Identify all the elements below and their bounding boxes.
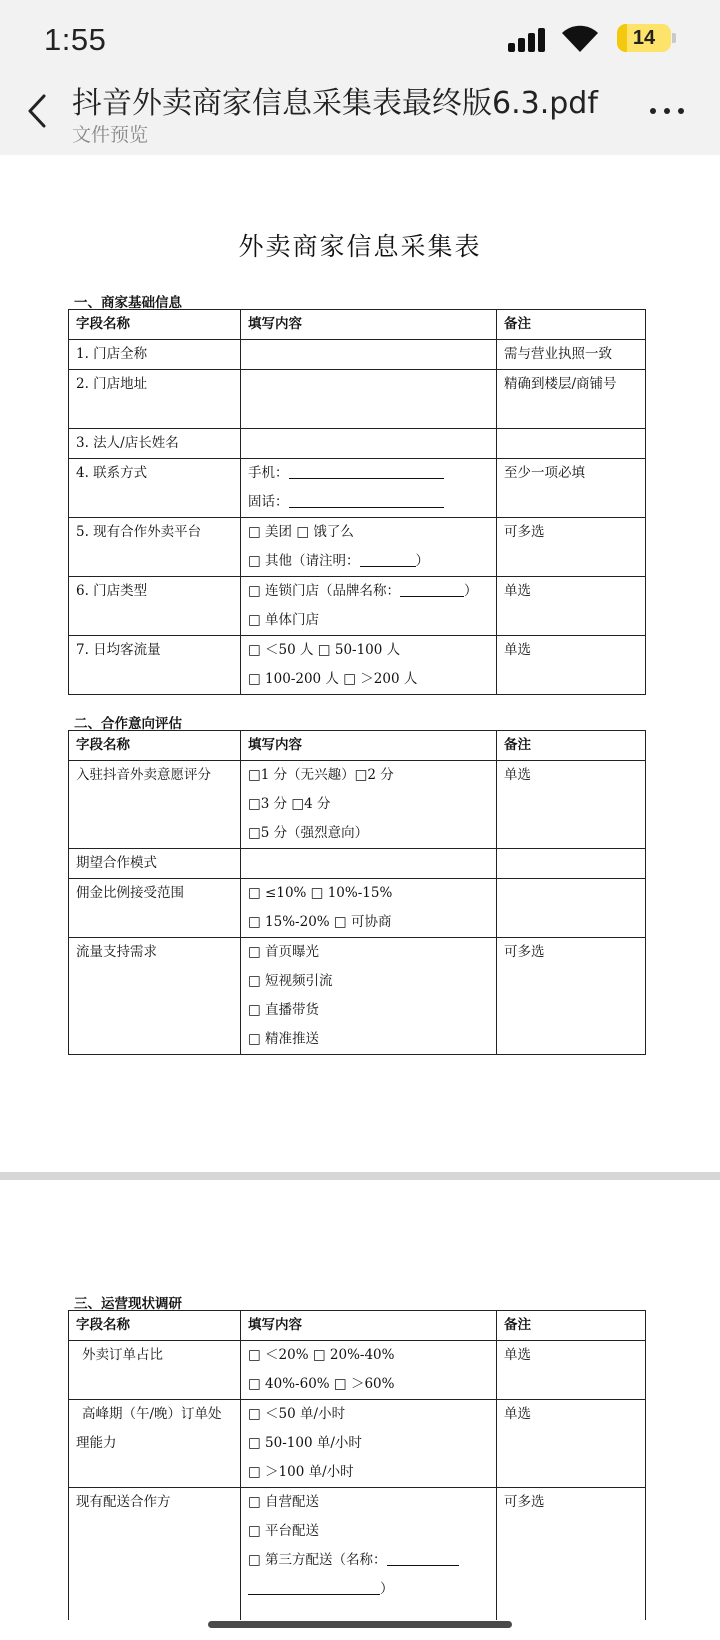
content-legal-person[interactable]: [241, 429, 497, 459]
cellular-signal-icon: [508, 28, 548, 52]
header-field: 字段名称: [69, 310, 241, 340]
section-title-operations: 三、运营现状调研: [74, 1296, 182, 1312]
field-commission: 佣金比例接受范围: [69, 879, 241, 938]
note-store-type: 单选: [497, 577, 646, 636]
note-platforms: 可多选: [497, 518, 646, 577]
wifi-icon: [560, 24, 600, 54]
field-contact: 4. 联系方式: [69, 459, 241, 518]
table-row: [69, 636, 646, 695]
battery-icon: [617, 24, 671, 52]
content-commission[interactable]: □ ≤10% □ 10%-15% □ 15%-20% □ 可协商: [241, 879, 497, 938]
content-platforms[interactable]: □ 美团 □ 饿了么 □ 其他（请注明： ）: [241, 518, 497, 577]
field-daily-traffic: 7. 日均客流量: [69, 636, 241, 695]
header-note: 备注: [497, 310, 646, 340]
content-contact[interactable]: 手机： 固话：: [241, 459, 497, 518]
document-subtitle: 文件预览: [72, 124, 149, 146]
battery-level: 14: [632, 27, 656, 49]
content-store-address[interactable]: [241, 370, 497, 429]
note-delivery-partner: 可多选: [497, 1488, 646, 1621]
table-basic-info: [68, 309, 646, 695]
field-platforms: 5. 现有合作外卖平台: [69, 518, 241, 577]
section-title-basic-info: 一、商家基础信息: [74, 295, 182, 311]
header-field: 字段名称: [69, 1311, 241, 1341]
note-store-name: 需与营业执照一致: [497, 340, 646, 370]
table-row: [69, 938, 646, 1055]
note-commission: [497, 879, 646, 938]
back-icon[interactable]: [18, 86, 58, 136]
section-title-cooperation: 二、合作意向评估: [74, 716, 182, 732]
note-traffic-support: 可多选: [497, 938, 646, 1055]
field-legal-person: 3. 法人/店长姓名: [69, 429, 241, 459]
table-row: [69, 879, 646, 938]
note-daily-traffic: 单选: [497, 636, 646, 695]
table-row: [69, 761, 646, 849]
note-peak-capacity: 单选: [497, 1400, 646, 1488]
field-traffic-support: 流量支持需求: [69, 938, 241, 1055]
pdf-page-2: [0, 1180, 720, 1620]
header-field: 字段名称: [69, 731, 241, 761]
table-cooperation: [68, 730, 646, 1055]
document-title: 抖音外卖商家信息采集表最终版6.3.pdf: [72, 86, 598, 121]
app-header: [0, 72, 720, 155]
table-row: [69, 1488, 646, 1621]
field-store-address: 2. 门店地址: [69, 370, 241, 429]
note-legal-person: [497, 429, 646, 459]
field-willingness: 入驻抖音外卖意愿评分: [69, 761, 241, 849]
table-header-row: [69, 1311, 646, 1341]
field-peak-capacity: 高峰期（午/晚）订单处 理能力: [69, 1400, 241, 1488]
battery-cap-icon: [672, 33, 676, 43]
table-operations: [68, 1310, 646, 1620]
more-options-icon[interactable]: [648, 100, 688, 120]
table-row: [69, 849, 646, 879]
header-note: 备注: [497, 731, 646, 761]
note-willingness: 单选: [497, 761, 646, 849]
header-content: 填写内容: [241, 1311, 497, 1341]
content-traffic-support[interactable]: □ 首页曝光 □ 短视频引流 □ 直播带货 □ 精准推送: [241, 938, 497, 1055]
content-peak-capacity[interactable]: □ ＜50 单/小时 □ 50-100 单/小时 □ ＞100 单/小时: [241, 1400, 497, 1488]
table-row: [69, 577, 646, 636]
header-note: 备注: [497, 1311, 646, 1341]
header-content: 填写内容: [241, 731, 497, 761]
content-delivery-partner[interactable]: □ 自营配送 □ 平台配送 □ 第三方配送（名称： ）: [241, 1488, 497, 1621]
note-contact: 至少一项必填: [497, 459, 646, 518]
table-row: [69, 459, 646, 518]
header-content: 填写内容: [241, 310, 497, 340]
field-coop-mode: 期望合作模式: [69, 849, 241, 879]
form-title: 外卖商家信息采集表: [238, 232, 482, 261]
field-store-name: 1. 门店全称: [69, 340, 241, 370]
pdf-page-1: [0, 155, 720, 1172]
field-order-share: 外卖订单占比: [69, 1341, 241, 1400]
home-indicator[interactable]: [208, 1621, 512, 1628]
table-header-row: [69, 731, 646, 761]
content-store-name[interactable]: [241, 340, 497, 370]
status-time: 1:55: [44, 22, 107, 57]
content-willingness[interactable]: □1 分（无兴趣）□2 分 □3 分 □4 分 □5 分（强烈意向）: [241, 761, 497, 849]
field-store-type: 6. 门店类型: [69, 577, 241, 636]
content-order-share[interactable]: □ ＜20% □ 20%-40% □ 40%-60% □ ＞60%: [241, 1341, 497, 1400]
field-delivery-partner: 现有配送合作方: [69, 1488, 241, 1621]
note-store-address: 精确到楼层/商铺号: [497, 370, 646, 429]
page-separator: [0, 1172, 720, 1180]
status-bar: [0, 0, 720, 72]
table-row: [69, 1341, 646, 1400]
table-row: [69, 1400, 646, 1488]
content-daily-traffic[interactable]: □ ＜50 人 □ 50-100 人 □ 100-200 人 □ ＞200 人: [241, 636, 497, 695]
table-row: [69, 429, 646, 459]
table-row: [69, 370, 646, 429]
table-header-row: [69, 310, 646, 340]
content-store-type[interactable]: □ 连锁门店（品牌名称： ） □ 单体门店: [241, 577, 497, 636]
note-coop-mode: [497, 849, 646, 879]
table-row: [69, 518, 646, 577]
content-coop-mode[interactable]: [241, 849, 497, 879]
note-order-share: 单选: [497, 1341, 646, 1400]
table-row: [69, 340, 646, 370]
